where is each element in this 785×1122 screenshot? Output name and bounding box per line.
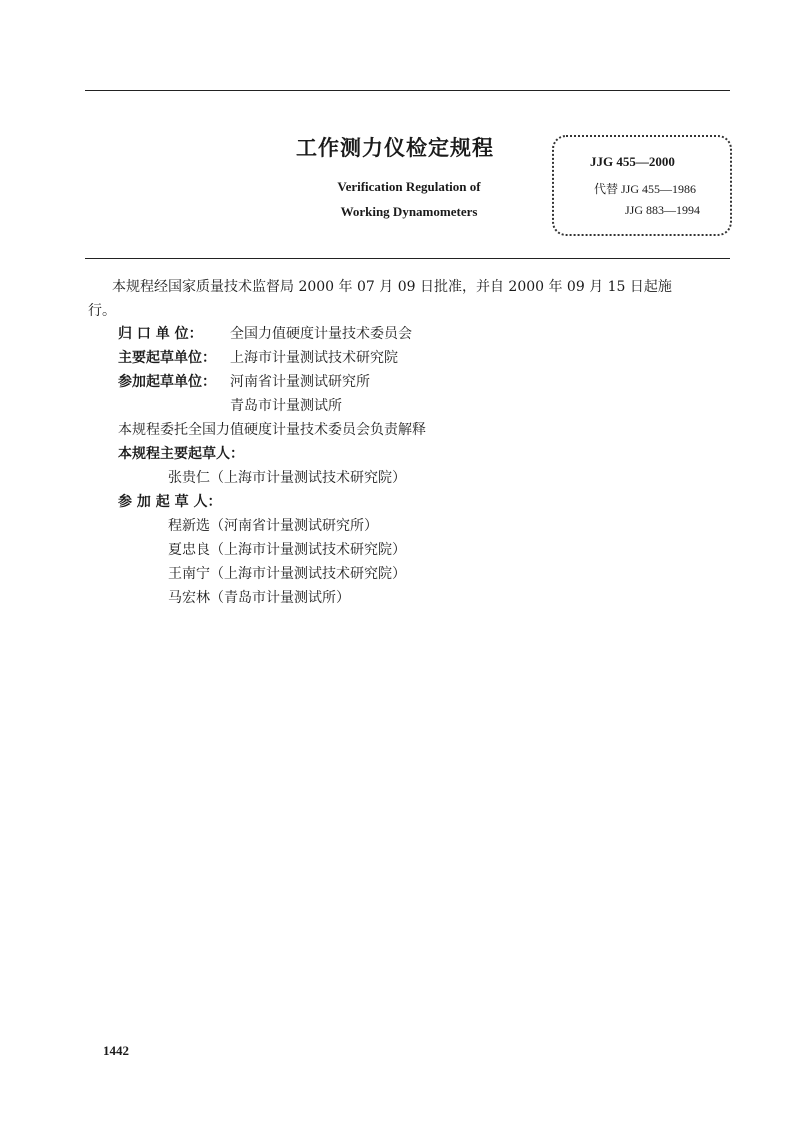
interpretation-text: 本规程委托全国力值硬度计量技术委员会负责解释 [118, 422, 426, 438]
title-english-line2: Working Dynamometers [340, 204, 478, 219]
participant: 程新选（河南省计量测试研究所） [168, 518, 378, 534]
approval-text-line1: 本规程经国家质量技术监督局 2000 年 07 月 09 日批准，并自 2000 年 09 月 15 日起施 [112, 279, 672, 295]
participant: 王南宁（上海市计量测试技术研究院） [168, 566, 406, 582]
participant: 夏忠良（上海市计量测试技术研究院） [168, 542, 406, 558]
main-drafting-unit-label: 主要起草单位： [118, 350, 216, 366]
main-drafting-unit-value: 上海市计量测试技术研究院 [230, 350, 398, 366]
participant: 马宏林（青岛市计量测试所） [168, 590, 350, 606]
top-rule [85, 90, 730, 91]
participating-unit-value: 河南省计量测试研究所 [230, 374, 370, 390]
participants-label: 参 加 起 草 人： [118, 494, 222, 510]
main-authors-label: 本规程主要起草人： [118, 446, 244, 462]
participating-unit-value: 青岛市计量测试所 [230, 398, 342, 414]
replaces-line2: JJG 883—1994 [625, 203, 701, 217]
regulation-code: JJG 455—2000 [590, 154, 675, 169]
participating-unit-label: 参加起草单位： [118, 374, 216, 390]
approval-text-line2: 行。 [88, 303, 116, 319]
header-bottom-rule [85, 258, 730, 259]
title-chinese: 工作测力仪检定规程 [296, 136, 494, 160]
responsible-unit-value: 全国力值硬度计量技术委员会 [230, 326, 412, 342]
responsible-unit-label: 归 口 单 位： [118, 326, 203, 342]
main-author: 张贵仁（上海市计量测试技术研究院） [168, 470, 406, 486]
replaces-line1: 代替 JJG 455—1986 [594, 182, 697, 196]
title-english-line1: Verification Regulation of [337, 179, 481, 194]
page-number: 1442 [103, 1043, 129, 1058]
